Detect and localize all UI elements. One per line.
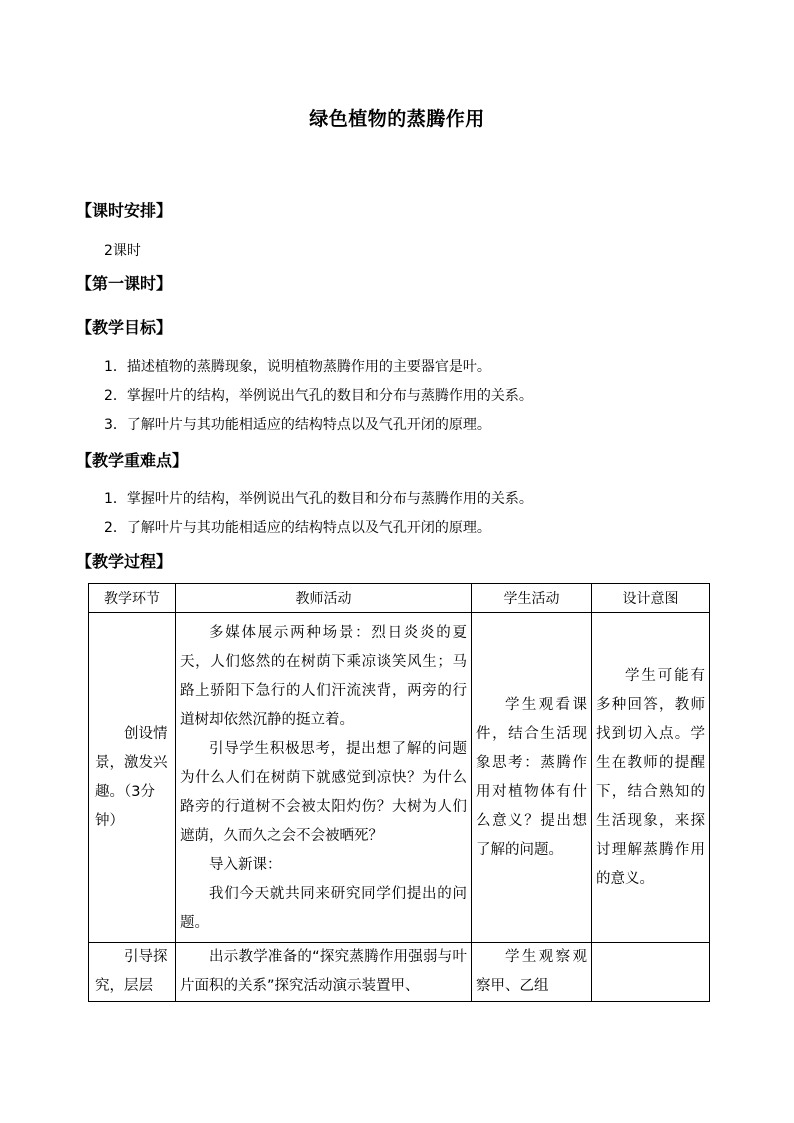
teacher-activity-p1: 多媒体展示两种场景：烈日炎炎的夏天，人们悠然的在树荫下乘凉谈笑风生；马路上骄阳下急行的人们汗流浃背，两旁的行道树却依然沉静的挺立着。 [180, 625, 467, 728]
key-point-item-1: 1．掌握叶片的结构，举例说出气孔的数目和分布与蒸腾作用的关系。 [104, 491, 533, 507]
table-row [89, 943, 710, 1002]
schedule-value: 2课时 [104, 243, 141, 259]
teacher-activity-cell: 出示教学准备的“探究蒸腾作用强弱与叶片面积的关系”探究活动演示装置甲、 [180, 949, 467, 994]
table-row [89, 613, 710, 943]
stage-cell: 引导探究，层层 [95, 949, 168, 994]
student-activity-cell: 学生观看课件，结合生活现象思考：蒸腾作用对植物体有什么意义？提出想了解的问题。 [476, 696, 587, 858]
teacher-activity-p3: 导入新课： [209, 857, 282, 873]
process-heading: 【教学过程】 [76, 552, 173, 571]
key-points-heading: 【教学重难点】 [76, 451, 189, 470]
first-lesson-heading: 【第一课时】 [76, 274, 173, 293]
stage-cell: 创设情景，激发兴趣。（3分钟） [95, 725, 168, 829]
teacher-activity-p2: 引导学生积极思考，提出想了解的问题 为什么人们在树荫下就感觉到凉快？为什么路旁的行道树不会被太阳灼伤？大树为人们遮荫，久而久之会不会被晒死？ [180, 741, 467, 844]
header-student-activity: 学生活动 [472, 584, 592, 613]
schedule-heading: 【课时安排】 [76, 201, 173, 220]
goal-item-2: 2．掌握叶片的结构，举例说出气孔的数目和分布与蒸腾作用的关系。 [104, 388, 533, 404]
header-stage: 教学环节 [89, 584, 176, 613]
header-teacher-activity: 教师活动 [176, 584, 472, 613]
goal-item-3: 3．了解叶片与其功能相适应的结构特点以及气孔开闭的原理。 [104, 417, 491, 433]
header-design-intent: 设计意图 [592, 584, 710, 613]
design-intent-cell: 学生可能有多种回答，教师找到切入点。学生在教师的提醒下，结合熟知的生活现象，来探讨理解蒸腾作用的意义。 [596, 667, 705, 887]
key-point-item-2: 2．了解叶片与其功能相适应的结构特点以及气孔开闭的原理。 [104, 520, 491, 536]
goal-item-1: 1．描述植物的蒸腾现象，说明植物蒸腾作用的主要器官是叶。 [104, 359, 491, 375]
table-header-row [89, 584, 710, 613]
page-title: 绿色植物的蒸腾作用 [309, 108, 485, 130]
teacher-activity-p4: 我们今天就共同来研究同学们提出的问题。 [180, 886, 467, 931]
teaching-process-table [88, 583, 710, 1002]
student-activity-cell: 学生观察观察甲、乙组 [476, 949, 587, 994]
goals-heading: 【教学目标】 [76, 318, 173, 337]
